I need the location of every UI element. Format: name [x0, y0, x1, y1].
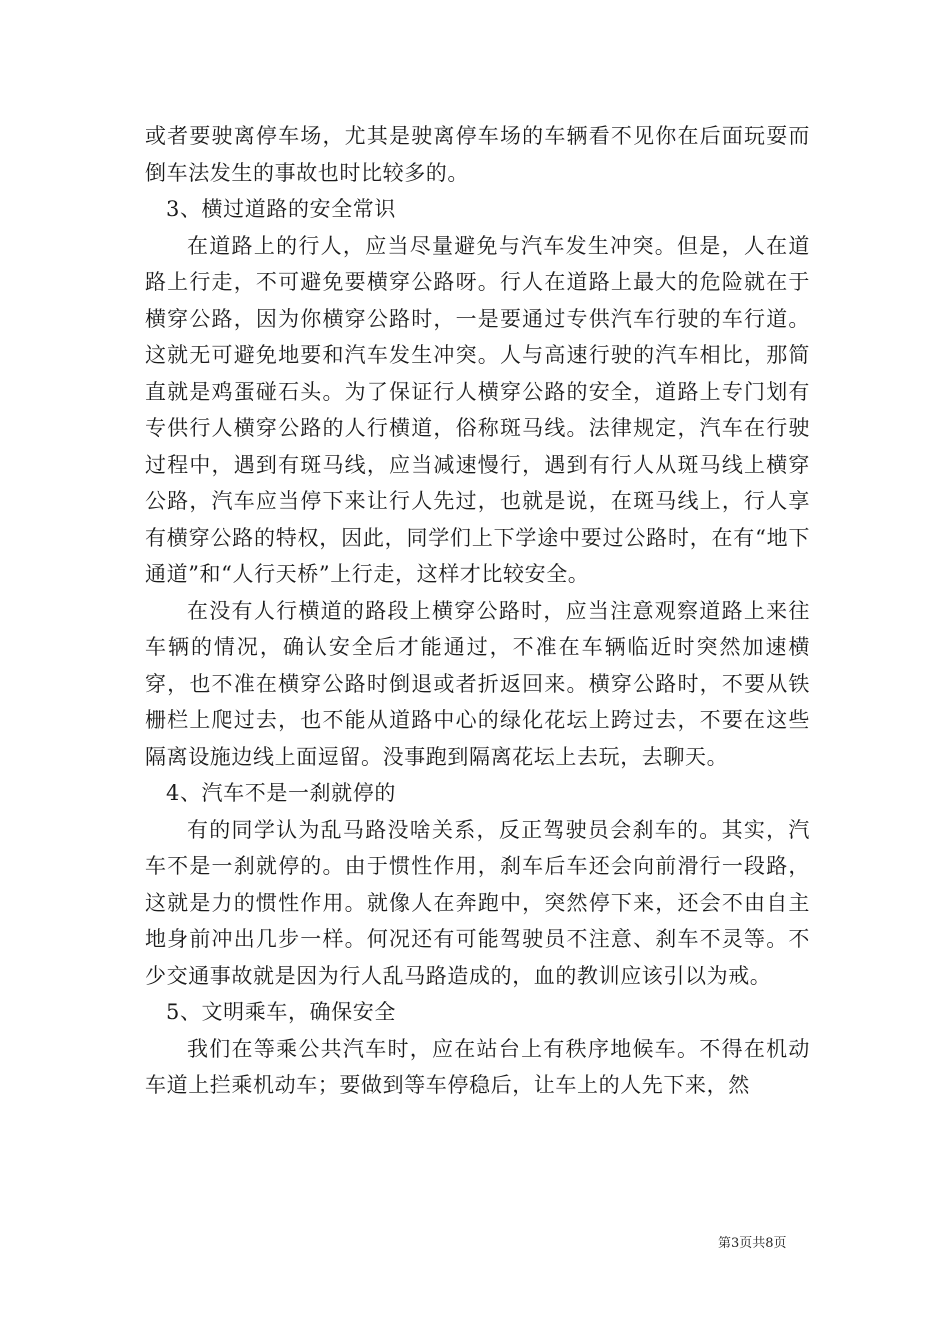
document-body — [145, 118, 810, 1104]
paragraph-continuation: 或者要驶离停车场，尤其是驶离停车场的车辆看不见你在后面玩耍而倒车法发生的事故也时比较多的。 — [145, 124, 810, 185]
section-heading-3: 3、横过道路的安全常识 — [166, 197, 396, 221]
page-number: 第3页共8页 — [718, 1236, 787, 1251]
section-heading-5: 5、文明乘车，确保安全 — [166, 1000, 396, 1024]
paragraph-no-crosswalk: 在没有人行横道的路段上横穿公路时，应当注意观察道路上来往车辆的情况，确认安全后才能通过，不准在车辆临近时突然加速横穿，也不准在横穿公路时倒退或者折返回来。横穿公路时，不要从铁栅栏上爬过去，也不能从道路中心的绿化花坛上跨过去，不要在这些隔离设施边线上面逗留。没事跑到隔离花坛上去玩，去聊天。 — [145, 598, 810, 769]
paragraph-bus-riding: 我们在等乘公共汽车时，应在站台上有秩序地候车。不得在机动车道上拦乘机动车；要做到等车停稳后，让车上的人先下来，然 — [145, 1036, 810, 1097]
section-heading-4: 4、汽车不是一刹就停的 — [166, 781, 396, 805]
paragraph-crossing-road: 在道路上的行人，应当尽量避免与汽车发生冲突。但是，人在道路上行走，不可避免要横穿公路呀。行人在道路上最大的危险就在于横穿公路，因为你横穿公路时，一是要通过专供汽车行驶的车行道。这就无可避免地要和汽车发生冲突。人与高速行驶的汽车相比，那简直就是鸡蛋碰石头。为了保证行人横穿公路的安全，道路上专门划有专供行人横穿公路的人行横道，俗称斑马线。法律规定，汽车在行驶过程中，遇到有斑马线，应当减速慢行，遇到有行人从斑马线上横穿公路，汽车应当停下来让行人先过，也就是说，在斑马线上，行人享有横穿公路的特权，因此，同学们上下学途中要过公路时，在有“地下通道”和“人行天桥”上行走，这样才比较安全。 — [145, 233, 810, 586]
paragraph-braking: 有的同学认为乱马路没啥关系，反正驾驶员会刹车的。其实，汽车不是一刹就停的。由于惯性作用，刹车后车还会向前滑行一段路，这就是力的惯性作用。就像人在奔跑中，突然停下来，还会不由自主地身前冲出几步一样。何况还有可能驾驶员不注意、刹车不灵等。不少交通事故就是因为行人乱马路造成的，血的教训应该引以为戒。 — [145, 817, 810, 988]
